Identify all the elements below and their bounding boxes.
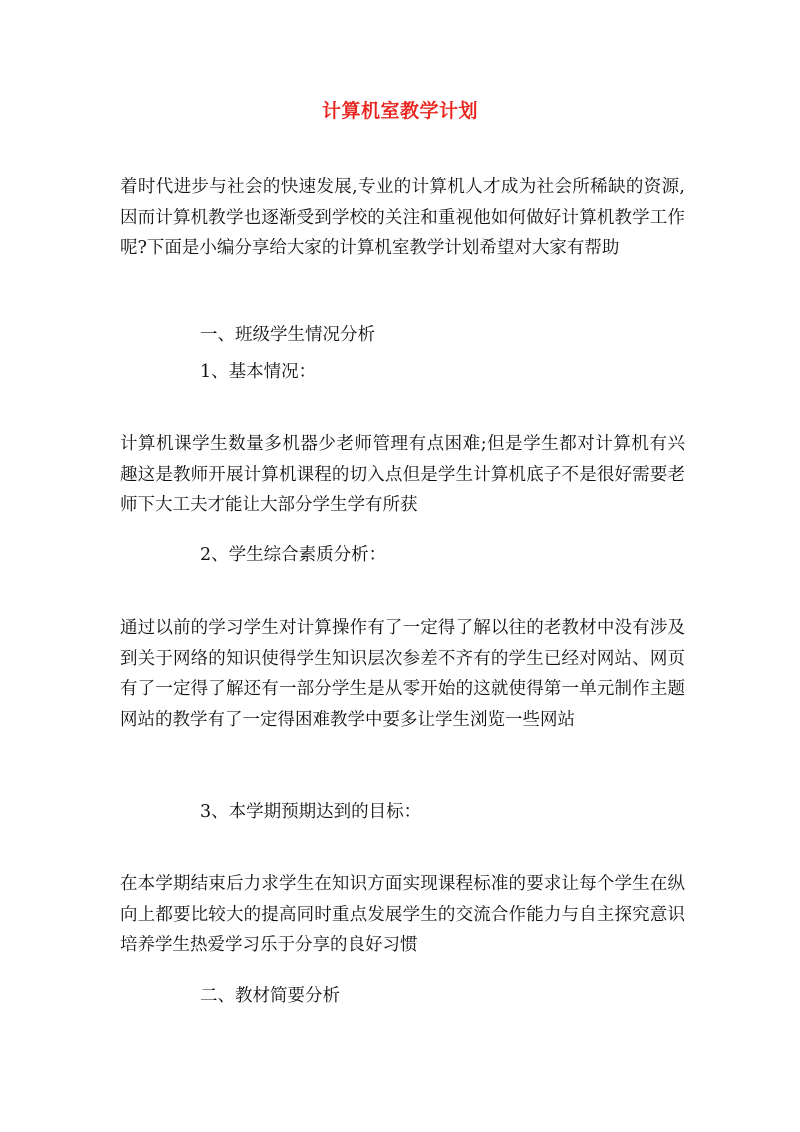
subsection-heading-3: 3、本学期预期达到的目标：: [200, 802, 422, 822]
subsection-heading-1: 1、基本情况：: [200, 362, 317, 382]
document-title: 计算机室教学计划: [321, 100, 478, 122]
section-heading-1: 一、班级学生情况分析: [200, 325, 375, 345]
subsection-heading-2: 2、学生综合素质分析：: [200, 545, 387, 565]
intro-paragraph: 着时代进步与社会的快速发展,专业的计算机人才成为社会所稀缺的资源,因而计算机教学也逐渐受到学校的关注和重视他如何做好计算机教学工作呢?下面是小编分享给大家的计算机室教学计划希望对大家有帮助: [120, 177, 685, 258]
section-heading-2: 二、教材简要分析: [200, 986, 340, 1006]
subsection-body-1: 计算机课学生数量多机器少老师管理有点困难;但是学生都对计算机有兴趣这是教师开展计算机课程的切入点但是学生计算机底子不是很好需要老师下大工夫才能让大部分学生学有所获: [120, 434, 685, 515]
subsection-body-2: 通过以前的学习学生对计算操作有了一定得了解以往的老教材中没有涉及到关于网络的知识使得学生知识层次参差不齐有的学生已经对网站、网页有了一定得了解还有一部分学生是从零开始的这就使得第一单元制作主题网站的教学有了一定得困难教学中要多让学生浏览一些网站: [120, 618, 685, 730]
subsection-body-3: 在本学期结束后力求学生在知识方面实现课程标准的要求让每个学生在纵向上都要比较大的提高同时重点发展学生的交流合作能力与自主探究意识培养学生热爱学习乐于分享的良好习惯: [120, 874, 685, 955]
